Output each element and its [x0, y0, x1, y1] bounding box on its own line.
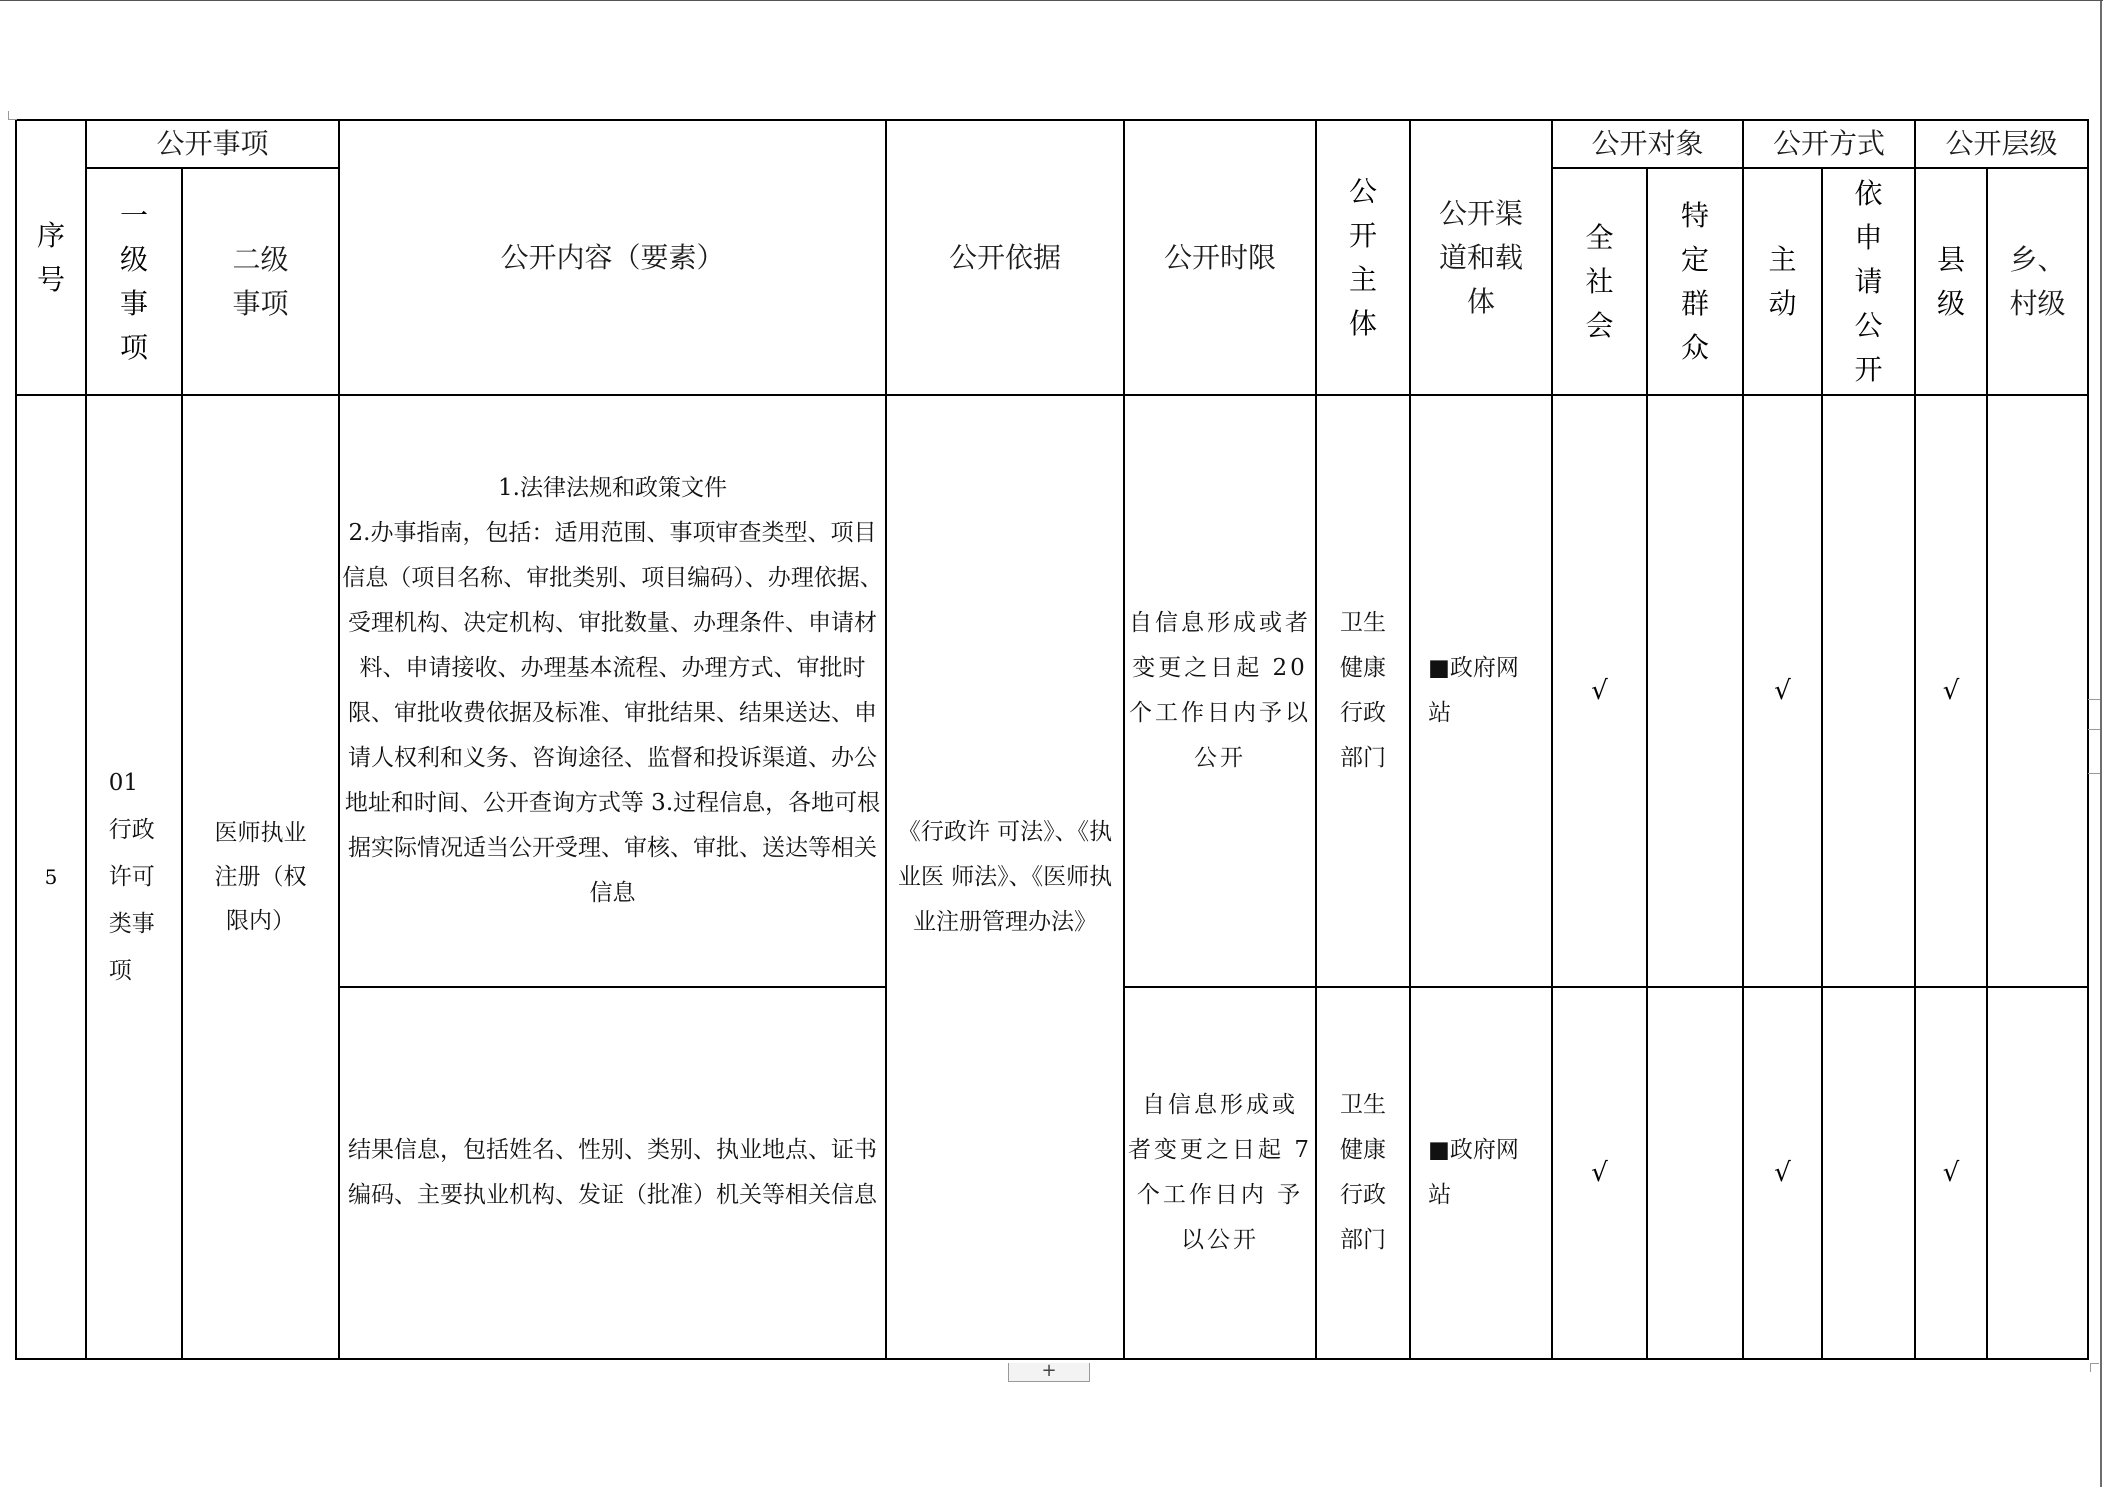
header-channel: 公开渠道和载体	[1410, 120, 1552, 395]
checkmark-icon: √	[1942, 1158, 1960, 1188]
cell-basis: 《行政许 可法》、《执业医 师法》、《医师执业注册管理办法》	[886, 395, 1124, 1359]
header-subject: 公开主体	[1316, 120, 1410, 395]
window-right-edge	[2100, 1, 2102, 1487]
cell-method-request-2	[1822, 987, 1915, 1359]
cell-audience-all-1	[1552, 395, 1647, 987]
cell-subject-2: 卫生健康行政部门	[1316, 987, 1410, 1359]
table-resize-corner[interactable]	[2090, 1363, 2099, 1372]
header-seq: 序号	[16, 120, 86, 395]
checkmark-icon: √	[1774, 676, 1791, 706]
checkmark-icon: √	[1591, 1158, 1608, 1188]
header-level-township: 乡、村级	[1987, 168, 2088, 395]
cell-content-2: 结果信息，包括姓名、性别、类别、执业地点、证书编码、主要执业机构、发证（批准）机关等相关信息	[339, 987, 886, 1359]
header-method-active: 主动	[1743, 168, 1822, 395]
header-timelimit: 公开时限	[1124, 120, 1316, 395]
table-row	[16, 395, 2088, 987]
header-method-request: 依申请公开	[1822, 168, 1915, 395]
cell-level-township-1	[1987, 395, 2088, 987]
cell-content-1: 1.法律法规和政策文件 2.办事指南，包括：适用范围、事项审查类型、项目信息（项目名称、审批类别、项目编码）、办理依据、受理机构、决定机构、审批数量、办理条件、申请材料、申请接收、办理基本流程、办理方式、审批时限、审批收费依据及标准、审批结果、结果送达、申请人权利和义务、咨询途径、监督和投诉渠道、办公地址和时间、公开查询方式等 3.过程信息，各地可根据实际情况适当公开受理、审核、审批、送达等相关信息	[339, 395, 886, 987]
cell-level-county-1	[1915, 395, 1987, 987]
cell-audience-specific-1	[1647, 395, 1743, 987]
checkmark-icon: √	[1942, 676, 1960, 706]
cell-timelimit-1: 自信息形成或者变更之日起 20 个工作日内予以公开	[1124, 395, 1316, 987]
table-row-add-handle[interactable]: +	[1008, 1363, 1090, 1382]
cell-method-active-2	[1743, 987, 1822, 1359]
page-corner-marker	[8, 111, 17, 120]
header-items-group: 公开事项	[86, 120, 339, 168]
cell-level2: 医师执业注册（权限内）	[182, 395, 339, 1359]
cell-subject-1: 卫生健康行政部门	[1316, 395, 1410, 987]
header-audience-all: 全社会	[1552, 168, 1647, 395]
cell-audience-all-2	[1552, 987, 1647, 1359]
header-audience-group: 公开对象	[1552, 120, 1743, 168]
header-basis: 公开依据	[886, 120, 1124, 395]
cell-level-county-2	[1915, 987, 1987, 1359]
header-level-group: 公开层级	[1915, 120, 2088, 168]
header-audience-specific: 特定群众	[1647, 168, 1743, 395]
cell-channel-2: ■政府网 站	[1410, 987, 1552, 1359]
header-level2: 二级事项	[182, 168, 339, 395]
checkmark-icon: √	[1591, 676, 1608, 706]
cell-level1: 01行政许可类事项	[86, 395, 182, 1359]
square-bullet-icon: ■	[1428, 655, 1450, 681]
header-level-county: 县级	[1915, 168, 1987, 395]
header-row-1	[16, 120, 2088, 168]
cell-seq: 5	[16, 395, 86, 1359]
header-method-group: 公开方式	[1743, 120, 1915, 168]
header-level1: 一级事项	[86, 168, 182, 395]
checkmark-icon: √	[1774, 1158, 1791, 1188]
cell-method-request-1	[1822, 395, 1915, 987]
header-content: 公开内容（要素）	[339, 120, 886, 395]
square-bullet-icon: ■	[1428, 1137, 1450, 1163]
cell-timelimit-2: 自信息形成或 者变更之日起 7 个工作日内 予以公开	[1124, 987, 1316, 1359]
cell-audience-specific-2	[1647, 987, 1743, 1359]
cell-level-township-2	[1987, 987, 2088, 1359]
disclosure-table	[15, 119, 2089, 1360]
cell-method-active-1	[1743, 395, 1822, 987]
cell-channel-1: ■政府网站	[1410, 395, 1552, 987]
